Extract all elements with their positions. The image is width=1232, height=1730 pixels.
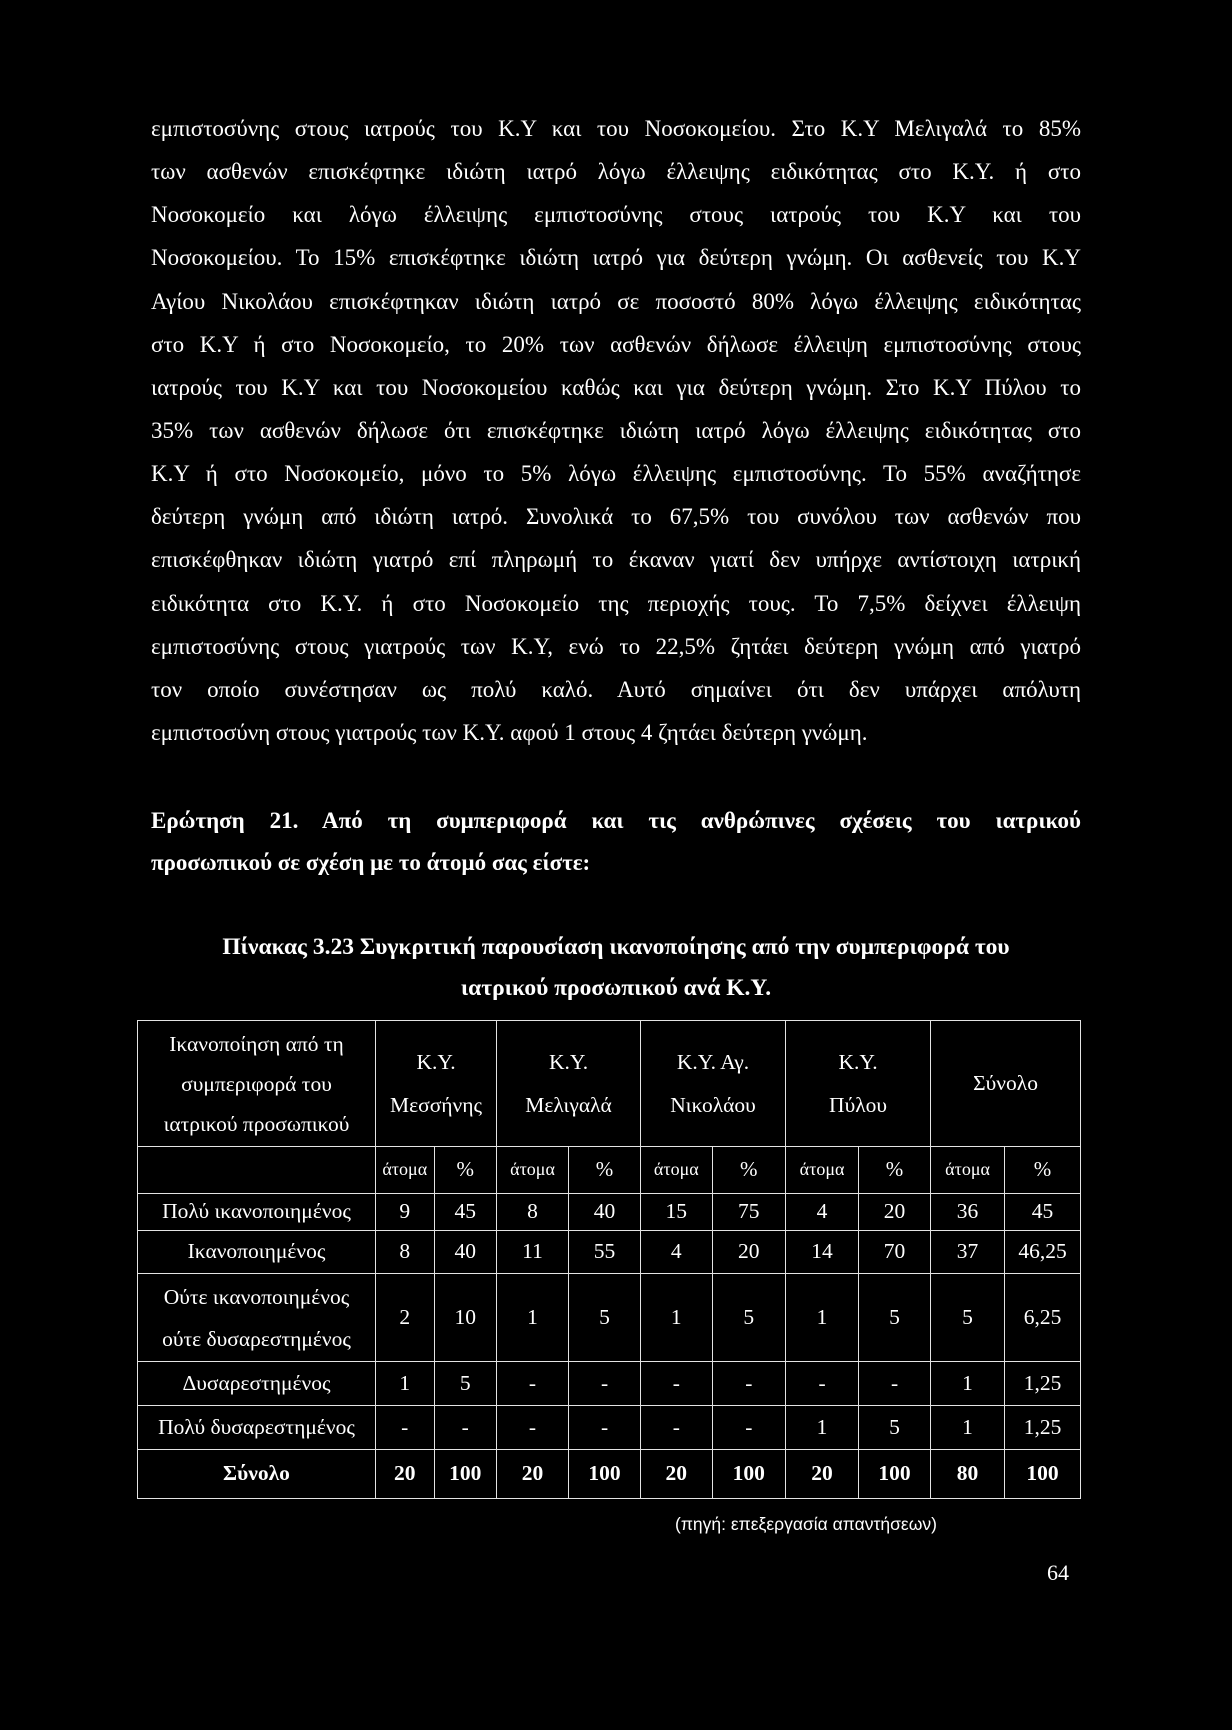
question-line: Ερώτηση 21. Από τη συμπεριφορά και τις ανθρώπινες σχέσεις του ιατρικού [151,808,1081,833]
value-cell: 20 [376,1450,435,1499]
value-cell: 11 [497,1231,569,1274]
value-cell: - [434,1406,497,1450]
paragraph-line: Νοσοκομείο και λόγω έλλειψης εμπιστοσύνης στους ιατρούς του Κ.Υ και του [151,202,1081,228]
value-cell: 20 [859,1194,931,1231]
corner-header-line: Ικανοποίηση από τη [169,1031,344,1056]
value-cell: 80 [931,1450,1005,1499]
value-cell: 20 [497,1450,569,1499]
row-label [138,1406,376,1450]
value-cell: 2 [376,1274,435,1362]
value-cell: 1 [931,1362,1005,1406]
subheader-cell: % [1005,1147,1081,1194]
value-cell: 20 [641,1450,713,1499]
row-label [138,1231,376,1274]
value-cell: 1 [786,1274,859,1362]
group-header-line: Πύλου [829,1092,888,1117]
empty-cell [138,1147,376,1194]
value-cell: - [641,1362,713,1406]
table-row [138,1406,1081,1450]
value-cell: 20 [786,1450,859,1499]
value-cell: - [712,1362,786,1406]
value-cell: 15 [641,1194,713,1231]
value-cell: - [497,1362,569,1406]
table-caption [0,927,1232,1009]
caption-line: Πίνακας 3.23 Συγκριτική παρουσίαση ικανοποίησης από την συμπεριφορά του [222,934,1010,960]
subheader-cell: % [859,1147,931,1194]
value-cell: 45 [434,1194,497,1231]
paragraph-line: ιατρούς του Κ.Υ και του Νοσοκομείου καθώς και για δεύτερη γνώμη. Στο Κ.Υ Πύλου το [151,374,1081,400]
corner-header-line: συμπεριφορά του [181,1071,332,1096]
value-cell: 100 [569,1450,641,1499]
paragraph-line: δεύτερη γνώμη από ιδιώτη ιατρό. Συνολικά το 67,5% του συνόλου των ασθενών που [151,504,1081,530]
value-cell: - [786,1362,859,1406]
corner-header-line: ιατρικού προσωπικού [163,1111,350,1136]
paragraph-line: Νοσοκομείου. Το 15% επισκέφτηκε ιδιώτη ιατρό για δεύτερη γνώμη. Οι ασθενείς του Κ.Υ [151,245,1081,271]
paragraph-line: ειδικότητα στο Κ.Υ. ή στο Νοσοκομείο της περιοχής τους. Το 7,5% δείχνει έλλειψη [151,590,1081,616]
paragraph-line: των ασθενών επισκέφτηκε ιδιώτη ιατρό λόγω έλλειψης ειδικότητας στο Κ.Υ. ή στο [151,159,1081,185]
value-cell: 37 [931,1231,1005,1274]
value-cell: 100 [1005,1450,1081,1499]
subheader-cell: άτομα [641,1147,713,1194]
row-label-line: Ικανοποιημένος [187,1239,326,1264]
group-header-meligalas [497,1021,641,1147]
paragraph-line: Κ.Υ ή στο Νοσοκομείο, μόνο το 5% λόγω έλλειψης εμπιστοσύνης. Το 55% αναζήτησε [151,461,1081,487]
table-row [138,1194,1081,1231]
value-cell: 20 [712,1231,786,1274]
value-cell: 5 [859,1406,931,1450]
value-cell: 1 [497,1274,569,1362]
paragraph-line: εμπιστοσύνη στους γιατρούς των Κ.Υ. αφού 1 στους 4 ζητάει δεύτερη γνώμη. [151,719,868,745]
table-row [138,1274,1081,1362]
value-cell: 9 [376,1194,435,1231]
row-label-line: Σύνολο [223,1461,290,1486]
subheader-cell: άτομα [931,1147,1005,1194]
value-cell: 10 [434,1274,497,1362]
value-cell: 4 [641,1231,713,1274]
value-cell: - [641,1406,713,1450]
subheader-cell: άτομα [786,1147,859,1194]
table-row [138,1231,1081,1274]
row-label-line: Ούτε ικανοποιημένος [163,1284,350,1309]
paragraph-line: στο Κ.Υ ή στο Νοσοκομείο, το 20% των ασθενών δήλωσε έλλειψη εμπιστοσύνης στους [151,331,1081,357]
satisfaction-table [137,1020,1081,1499]
group-header-line: Μεσσήνης [389,1092,483,1117]
group-header-line: Σύνολο [973,1071,1038,1095]
group-header-agios-nikolaos [641,1021,786,1147]
group-header-line: Μελιγαλά [525,1092,612,1117]
value-cell: - [569,1406,641,1450]
paragraph-line: επισκέφθηκαν ιδιώτη γιατρό επί πληρωμή το έκαναν γιατί δεν υπήρχε αντίστοιχη ιατρική [151,547,1081,573]
subheader-cell: % [712,1147,786,1194]
value-cell: 8 [376,1231,435,1274]
body-paragraph [151,107,1081,754]
page-number: 64 [1047,1560,1069,1585]
subheader-cell: % [434,1147,497,1194]
paragraph-line: τον οποίο συνέστησαν ως πολύ καλό. Αυτό σημαίνει ότι δεν υπάρχει απόλυτη [151,676,1081,702]
table-subheader-row [138,1147,1081,1194]
value-cell: 5 [931,1274,1005,1362]
value-cell: 100 [859,1450,931,1499]
value-cell: 8 [497,1194,569,1231]
group-header-messinia [376,1021,497,1147]
table-row [138,1362,1081,1406]
question-heading [151,800,1081,884]
paragraph-line: εμπιστοσύνης στους γιατρούς των Κ.Υ, ενώ το 22,5% ζητάει δεύτερη γνώμη από γιατρό [151,633,1081,659]
value-cell: 75 [712,1194,786,1231]
value-cell: - [497,1406,569,1450]
value-cell: 1 [931,1406,1005,1450]
value-cell: - [712,1406,786,1450]
caption-line: ιατρικού προσωπικού ανά Κ.Υ. [460,975,772,1001]
subheader-cell: άτομα [497,1147,569,1194]
paragraph-line: Αγίου Νικολάου επισκέφτηκαν ιδιώτη ιατρό σε ποσοστό 80% λόγω έλλειψης ειδικότητας [151,288,1081,314]
row-label [138,1194,376,1231]
value-cell: 100 [434,1450,497,1499]
value-cell: 6,25 [1005,1274,1081,1362]
group-header-line: Κ.Υ. Αγ. [676,1049,750,1074]
value-cell: 1 [786,1406,859,1450]
value-cell: 36 [931,1194,1005,1231]
subheader-cell: % [569,1147,641,1194]
value-cell: 14 [786,1231,859,1274]
corner-header [138,1021,376,1147]
table-total-row [138,1450,1081,1499]
value-cell: - [376,1406,435,1450]
row-label-line: Πολύ ικανοποιημένος [162,1199,351,1224]
row-label [138,1450,376,1499]
value-cell: - [859,1362,931,1406]
question-line: προσωπικού σε σχέση με το άτομό σας είστε: [151,850,591,875]
row-label [138,1274,376,1362]
value-cell: 40 [569,1194,641,1231]
value-cell: - [569,1362,641,1406]
value-cell: 1,25 [1005,1406,1081,1450]
subheader-cell: άτομα [376,1147,435,1194]
value-cell: 100 [712,1450,786,1499]
group-header-total [931,1021,1081,1147]
group-header-pylos [786,1021,931,1147]
value-cell: 5 [569,1274,641,1362]
paragraph-line: εμπιστοσύνης στους ιατρούς του Κ.Υ και του Νοσοκομείου. Στο Κ.Υ Μελιγαλά το 85% [151,116,1081,141]
group-header-line: Νικολάου [670,1092,756,1117]
value-cell: 46,25 [1005,1231,1081,1274]
value-cell: 1 [376,1362,435,1406]
paragraph-line: 35% των ασθενών δήλωσε ότι επισκέφτηκε ιδιώτη ιατρό λόγω έλλειψης ειδικότητας στο [151,417,1081,443]
value-cell: 40 [434,1231,497,1274]
row-label-line: Δυσαρεστημένος [182,1370,331,1395]
row-label [138,1362,376,1406]
group-header-line: Κ.Υ. [416,1049,456,1074]
row-label-line: Πολύ δυσαρεστημένος [158,1414,355,1439]
value-cell: 4 [786,1194,859,1231]
value-cell: 1,25 [1005,1362,1081,1406]
table-header-row [138,1021,1081,1147]
value-cell: 1 [641,1274,713,1362]
value-cell: 5 [859,1274,931,1362]
group-header-line: Κ.Υ. [548,1049,589,1074]
value-cell: 45 [1005,1194,1081,1231]
row-label-line: ούτε δυσαρεστημένος [162,1326,351,1351]
value-cell: 5 [712,1274,786,1362]
group-header-line: Κ.Υ. [838,1049,878,1074]
value-cell: 70 [859,1231,931,1274]
value-cell: 5 [434,1362,497,1406]
value-cell: 55 [569,1231,641,1274]
source-note: (πηγή: επεξεργασία απαντήσεων) [675,1514,937,1534]
